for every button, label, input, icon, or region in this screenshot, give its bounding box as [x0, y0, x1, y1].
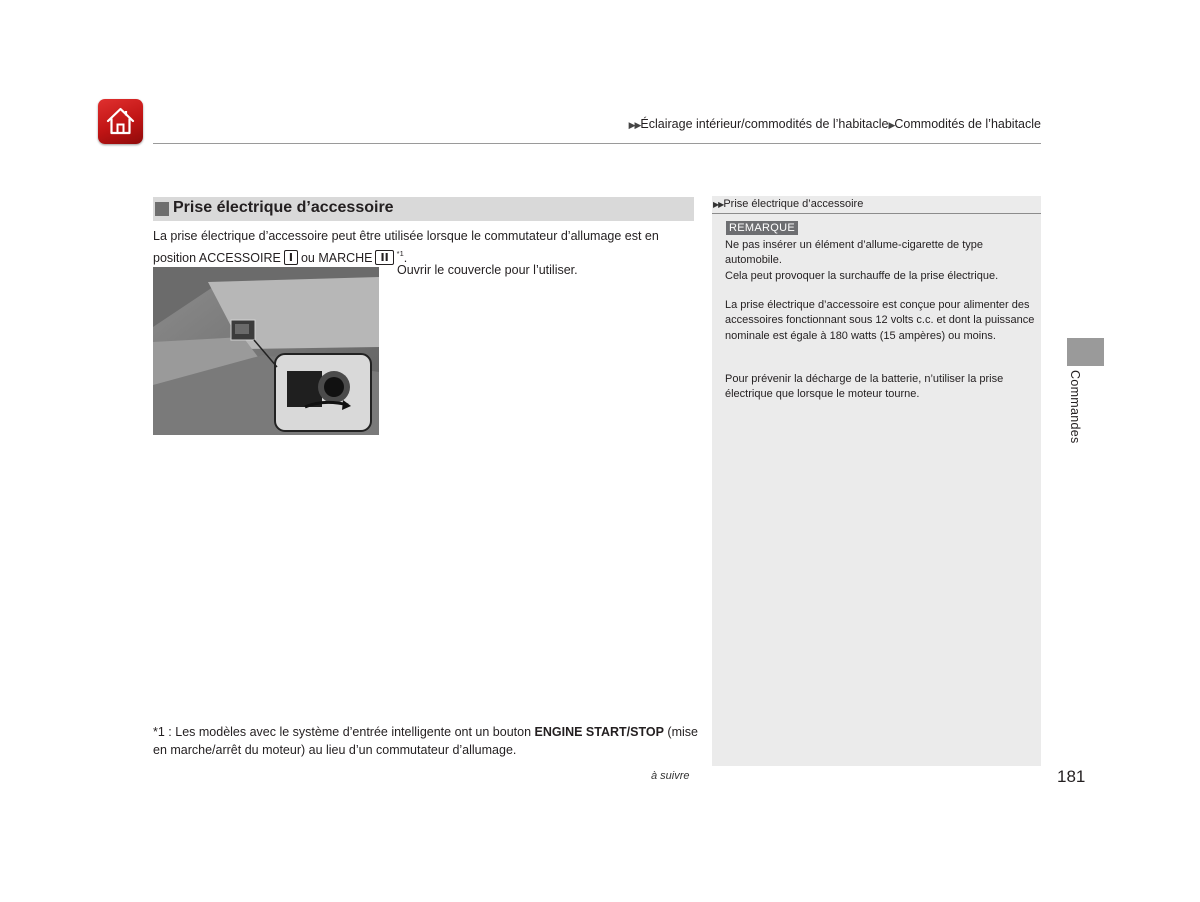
note-line: Cela peut provoquer la surchauffe de la prise électrique. [725, 269, 999, 282]
home-button[interactable] [98, 99, 143, 144]
footnote [153, 723, 713, 759]
footnote-text-end: (mise en marche/arrêt du moteur) au lieu d’un commutateur d’allumage. [153, 725, 698, 757]
breadcrumb-level1[interactable]: Éclairage intérieur/commodités de l’habitacle [640, 117, 889, 131]
square-bullet-icon [155, 202, 169, 216]
on-key-symbol: II [375, 250, 393, 265]
home-icon [105, 106, 136, 137]
note-power-rating: La prise électrique d’accessoire est conçue pour alimenter des accessoires fonctionnant sous 12 volts c.c. et dont la puissance nominale est égale à 180 watts (15 ampères) ou moins. [725, 299, 1035, 342]
double-arrow-icon: ▶▶ [628, 120, 641, 130]
remark-badge: REMARQUE [726, 221, 798, 235]
footnote-marker: *1 : [153, 725, 172, 739]
intro-paragraph [153, 227, 693, 267]
reference-arrow-icon: ▶▶ [713, 200, 724, 209]
header-divider [153, 143, 1041, 144]
note-battery: Pour prévenir la décharge de la batterie, n’utiliser la prise électrique que lorsque le moteur tourne. [725, 373, 1004, 401]
intro-text-start: La prise électrique d’accessoire peut être utilisée lorsque le commutateur d’allumage est en position ACCESSOIRE [153, 229, 659, 265]
accessory-key-symbol: I [284, 250, 298, 265]
section-title: Prise électrique d’accessoire [173, 199, 394, 216]
notes-sidebar [712, 196, 1041, 766]
intro-text-mid: ou MARCHE [300, 251, 373, 265]
page-number: 181 [1057, 767, 1086, 786]
footnote-text-start: Les modèles avec le système d’entrée intelligente ont un bouton [175, 725, 532, 739]
footnote-ref[interactable]: *1 [396, 249, 404, 258]
figure-caption: Ouvrir le couvercle pour l’utiliser. [397, 263, 578, 277]
arrow-icon: ▶ [888, 120, 895, 130]
note-line: Ne pas insérer un élément d’allume-cigarette de type automobile. [725, 239, 984, 267]
power-outlet-photo [153, 267, 379, 435]
note-cigarette-lighter [725, 238, 1035, 284]
breadcrumb-level2[interactable]: Commodités de l’habitacle [894, 117, 1041, 131]
chapter-tab-label[interactable]: Commandes [1068, 370, 1082, 444]
sidebar-heading [712, 196, 1041, 214]
breadcrumb [629, 117, 1041, 131]
engine-start-stop-label: ENGINE START/STOP [534, 725, 664, 739]
chapter-tab-marker[interactable] [1067, 338, 1104, 366]
section-heading [153, 197, 694, 221]
continued-label: à suivre [651, 770, 690, 782]
sidebar-heading-text: Prise électrique d’accessoire [723, 198, 864, 210]
intro-text-end: . [403, 251, 408, 265]
